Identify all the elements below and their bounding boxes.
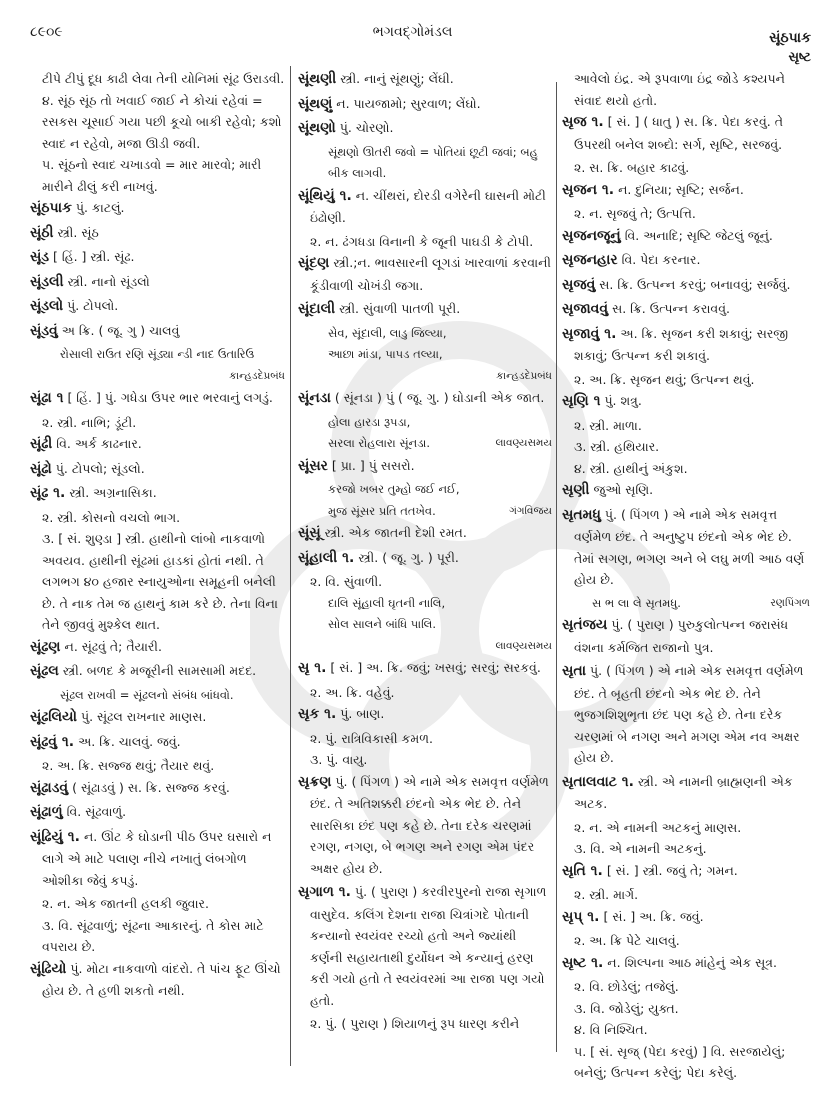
verse-text: સરલા રોહલારા સૂંનડા.: [328, 436, 431, 450]
headword: સૂંઢો: [30, 460, 52, 477]
definition: જુઓ સૃણિ.: [593, 482, 654, 497]
idiom: સૂંઢલ રાખવી = સૂંઢલનો સંબંધ બાંધવો.: [60, 687, 234, 702]
definition: વિ. અર્ક કાઢનાર.: [56, 436, 142, 451]
verse-text: સોલ સાલને બાંધિ પાલિ.: [328, 617, 437, 631]
definition: સ્ત્રી. એક જાતની દેશી રમત.: [324, 525, 467, 540]
definition: સ્ત્રી. સૂંઠ: [57, 224, 99, 240]
sub-sense: ૨. ન. એક જાતની હલકી જુવાર.: [42, 896, 209, 911]
dictionary-entry: [30, 433, 285, 456]
verse-text: કરજો ખબર તુમ્હો જઈ નઈ,: [328, 482, 460, 496]
dictionary-entry: [30, 731, 285, 754]
dictionary-entry: [30, 706, 285, 729]
definition: સ્ત્રી. અગ્રનાસિકા.: [69, 485, 157, 500]
definition: પું. ( પિંગળ ) એ નામે એક સમવૃત્ત વર્ણમેળ છંદ. તે અતિશક્કરી છંદનો એક ભેદ છે. તેને સારસિકા છંદ પણ કહે છે. તેના દરેક ચરણમાં રગણ, નગણ, બે ભગણ અને રગણ એમ પંદર અક્ષર હોય છે.: [310, 773, 549, 876]
headword: સૃતમધુ: [562, 506, 601, 523]
headword: સૂંસર: [298, 457, 328, 474]
headword: સૂંઢલિયો: [30, 709, 78, 725]
dictionary-entry: [298, 455, 552, 478]
headword: સૃષ્ટ ૧.: [562, 954, 604, 971]
sub-sense: ૨. ન. સૃજવું તે; ઉત્પત્તિ.: [574, 206, 696, 221]
sub-sense: ૩. વિ. એ નામની અટકનું.: [574, 841, 707, 856]
headword: સૂંઠી: [30, 224, 54, 241]
headword: સૂંથણું: [298, 95, 333, 112]
quotation-line: [298, 614, 552, 636]
headword: સૂંહાલી ૧.: [298, 549, 355, 566]
headword: સૃજાવવું: [562, 301, 609, 317]
headword: સૃજનહાર: [562, 252, 618, 268]
definition: પું. ટોપલો; સૂંડલો.: [55, 460, 145, 476]
dictionary-entry: [30, 777, 285, 800]
headword: સૃણી: [562, 482, 590, 498]
headword: સૂંઠપાક: [30, 200, 72, 216]
definition: [ હિં. ] પું. ગધેડા ઉપર ભાર ભરવાનું લગડું.: [67, 390, 273, 405]
definition: ન. પાયજામો; સુરવાળ; લેંઘો.: [336, 95, 481, 111]
sub-sense: ૨. સ. ક્રિ. બહાર કાઢવું.: [574, 160, 690, 175]
dictionary-entry: [562, 249, 810, 272]
definition: ન. ઊંટ કે ઘોડાની પીઠ ઉપર ઘસારો ન લાગે એ માટે પલાણ નીચે નખાતું લંબગોળ ઓશીકા જેવું કપડું.: [42, 828, 272, 888]
dictionary-entry: [298, 881, 552, 1011]
definition: પું. ચોરણો.: [339, 120, 394, 135]
headword: સૂંડ: [30, 249, 50, 265]
sub-sense: ૨. અ. ક્રિ. સજ્જ થવું; તૈયાર થવું.: [42, 758, 215, 773]
sub-sense: ૪. વિ નિશ્ચિત.: [574, 1022, 648, 1037]
headword: સૃણિ ૧: [562, 393, 601, 409]
dictionary-entry: [30, 801, 285, 824]
headword: સૂંઢાડવું: [30, 779, 69, 796]
definition: પું. મોટા નાકવાળો વાંદરો. તે પાંચ ફૂટ ઊંચો હોય છે. તે હળી શકતો નથી.: [42, 960, 281, 998]
dictionary-entry: [30, 826, 285, 892]
dictionary-entry: [298, 93, 552, 116]
sub-sense: ૨. સ્ત્રી. માર્ગ.: [574, 887, 639, 902]
headword: સૂંઢા ૧: [30, 390, 64, 406]
definition: ન. ચીંથરાં, દોરડી વગેરેની ઘાસની મોટી ઇંઢોણી.: [310, 187, 546, 225]
headword: સૃતાલવાટ ૧.: [562, 773, 634, 790]
definition: પું. કાટલું.: [75, 200, 125, 215]
dictionary-entry: [298, 252, 552, 296]
dictionary-entry: [562, 390, 810, 413]
sub-sense: ૨. સ્ત્રી. નાભિ; ડૂંટી.: [42, 414, 137, 430]
dictionary-entry: [30, 387, 285, 410]
headword: સૃજ ૧.: [562, 114, 604, 130]
headword: સૃગાળ ૧.: [298, 884, 351, 900]
definition: સ્ત્રી. સુંવાળી પાતળી પૂરી.: [339, 301, 461, 316]
definition: [ સં. ] અ. ક્રિ. જવું.: [603, 908, 704, 924]
sub-sense: ૨. સ્ત્રી. કોસનો વચલો ભાગ.: [42, 509, 181, 525]
source-citation: કાન્હડદેપ્રબંધ: [496, 369, 552, 382]
quotation-line: [298, 479, 552, 501]
definition: પું. ( પિંગળ ) એ નામે એક સમવૃત્ત વર્ણમેળ છંદ. તે બૃહતી છંદનો એક ભેદ છે. તેને ભુજગશિશુભૃતા છંદ પણ કહે છે. તેના દરેક ચરણમાં બે નગણ અને મગણ એમ નવ અક્ષર હોય છે.: [574, 663, 804, 765]
sub-sense: ૨. સ્ત્રી. માળા.: [574, 417, 642, 433]
verse-text: સ ભ લા લે સૃતમધુ.: [592, 595, 681, 610]
verse-text: સેવ, સૂંદાલી, લાડુ જિલ્યા,: [328, 325, 447, 340]
dictionary-entry: [562, 479, 810, 502]
definition: પું. સૂંઢલ રાખનાર માણસ.: [81, 709, 207, 724]
headword: સૃજવું: [562, 276, 596, 293]
column-2: [298, 68, 552, 1035]
headword: સૃજન ૧.: [562, 181, 615, 198]
sub-sense: ૩. સ્ત્રી. હથિયાર.: [574, 439, 660, 454]
quotation-line: [298, 323, 552, 345]
headword: સૃજનજૂનું: [562, 227, 621, 244]
definition: [ સં. ] ( ધાતુ ) સ. ક્રિ. પેદા કરવું. તે ઉપરથી બનેલ શબ્દો: સર્ગ, સૃષ્ટિ, સરજવું.: [574, 114, 784, 152]
definition: [ પ્રા. ] પું સસરો.: [331, 457, 415, 473]
dictionary-entry: [562, 660, 810, 769]
dictionary-entry: [298, 547, 552, 570]
dictionary-entry: [562, 504, 810, 591]
definition: પું. ( પુરાણ ) પુરુકુલોત્પન્ન જરાસંધ વંશના કર્મજિત રાજાનો પુત્ર.: [574, 617, 789, 655]
definition: સ્ત્રી. નાનું સૂંથણું; લેંઘી.: [340, 71, 454, 86]
dictionary-entry: [30, 636, 285, 659]
definition: વિ. પેદા કરનાર.: [621, 252, 701, 267]
headword: સૂંઢિયો: [30, 960, 67, 977]
dictionary-entry: [562, 614, 810, 658]
headword: સૃતા: [562, 663, 587, 679]
dictionary-entry: [562, 179, 810, 202]
definition: ન. સૂંઢવું તે; તૈયારી.: [64, 638, 162, 654]
column-divider: [290, 66, 291, 1066]
entry-continuation: ટીપે ટીપું દૂધ કાઢી લેવા તેની યોનિમાં સૂંઢ ઉરાડવી.: [42, 71, 285, 86]
quotation-line: [298, 344, 552, 366]
dictionary-entry: [562, 906, 810, 929]
column-3: [562, 68, 810, 1084]
column-1: [30, 68, 285, 1004]
definition: પું. ( પુરાણ ) કરવીરપુરનો રાજા સૃગાળ વાસુદેવ. કલિંગ દેશના રાજા ચિત્રાંગદે પોતાની કન્યાનો સ્વયંવર રચ્યો હતો અને જ્યાંથી કર્ણની સહાયતાથી દુર્યોધન એ કન્યાનું હરણ કરી ગયો હતો તે સ્વયંવરમાં આ રાજા પણ ગયો હતો.: [310, 884, 547, 1008]
headword: સૂંસૂં: [298, 525, 321, 541]
headword: સૃક ૧.: [298, 706, 337, 722]
dictionary-entry: [30, 295, 285, 318]
verse-text: આછા માંડા, પાપડ તલ્યા,: [328, 347, 443, 361]
idiom: રોસાલી રાઉત રણિ સૂંડ્યા ન્ડી નાદ ઉતારિઉ: [60, 347, 255, 361]
headword: સૂંદણ: [298, 255, 330, 271]
dictionary-entry: [298, 387, 552, 410]
sub-sense: ૪. સ્ત્રી. હાથીનું અંકુશ.: [574, 460, 688, 476]
idiom: સૂંથણો ઊતરી જવો = પોતિયાં છૂટી જવાં; બહુ બીક લાગવી.: [328, 144, 538, 180]
dictionary-entry: [30, 197, 285, 220]
definition: સ. ક્રિ. ઉત્પન્ન કરાવવું.: [612, 301, 730, 316]
sub-sense: ૨. અ. ક્રિ. વહેવું.: [310, 684, 395, 700]
dictionary-entry: [562, 771, 810, 815]
sub-sense: ૨. અ. ક્રિ પેટે ચાલવું.: [574, 933, 680, 948]
dictionary-entry: [562, 111, 810, 155]
headword: સૂંથણી: [298, 71, 337, 87]
dictionary-entry: [30, 246, 285, 269]
dictionary-entry: [298, 68, 552, 91]
sub-sense: ૨. અ. ક્રિ. સૃજન થવું; ઉત્પન્ન થવું.: [574, 371, 755, 387]
dictionary-entry: [298, 185, 552, 229]
definition: ( સૂંનડા ) પું ( જૂ. ગુ. ) ઘોડાની એક જાત.: [334, 390, 545, 405]
sub-sense: ૨. પું. ( પુરાણ ) શિયાળનું રૂપ ધારણ કરીને: [310, 1016, 520, 1031]
dictionary-entry: [562, 274, 810, 297]
dictionary-entry: [298, 657, 552, 680]
verse-text: હોલા હારડા રૂપડા,: [328, 414, 411, 429]
sub-sense: ૫. [ સં. સૃજ્ (પેદા કરવું) ] વિ. સરજાયેલું; બનેલું; ઉત્પન્ન કરેલું; પેદા કરેલું.: [574, 1043, 786, 1080]
definition: સ. ક્રિ. ઉત્પન્ન કરવું; બનાવવું; સર્જવું.: [599, 276, 791, 292]
quotation-line: [562, 593, 810, 615]
headword: સૃતિ ૧.: [562, 862, 603, 879]
dictionary-entry: [30, 271, 285, 294]
headword: સૂંઢણ: [30, 638, 61, 655]
definition: અ. ક્રિ. સૃજન કરી શકાવું; સરજી શકાવું; ઉત્પન્ન કરી શકાવું.: [574, 325, 789, 363]
headword: સૂંડવું: [30, 322, 58, 339]
sub-sense: ૨. ન. એ નામની અટકનું માણસ.: [574, 819, 742, 835]
headword: સૂંઢલ: [30, 663, 59, 679]
definition: સ્ત્રી. એ નામની બ્રાહ્મણની એક અટક.: [574, 773, 793, 811]
definition: ( સૂંઢાડવું ) સ. ક્રિ. સજ્જ કરવું.: [72, 779, 230, 795]
headword: સૂંદાલી: [298, 301, 336, 317]
sub-sense: ૩. [ સં. શુણ્ડા ] સ્ત્રી. હાથીનો લાંબો નાકવાળો અવયવ. હાથીની સૂંઢમાં હાડકાં હોતાં નથી. તે લગભગ ૪૦ હજાર સ્નાયુઓના સમૂહની બનેલી છે. તે નાક તેમ જ હાથનું કામ કરે છે. તેના વિના તેને જીવવું મુશ્કેલ થાત.: [42, 531, 278, 632]
dictionary-entry: [298, 703, 552, 726]
definition: પું. બાણ.: [340, 706, 385, 721]
headword: સૃપ્ ૧.: [562, 908, 600, 925]
dictionary-entry: [30, 958, 285, 1002]
definition: સ્ત્રી. નાનો સૂંડલો: [67, 273, 150, 289]
dictionary-entry: [30, 660, 285, 683]
dictionary-entry: [30, 482, 285, 505]
sub-sense: ૨. ન. ઢંગધડા વિનાની કે જૂની પાઘડી કે ટોપી.: [310, 233, 534, 249]
headword: સૂંથિયું ૧.: [298, 187, 352, 204]
headword: સૂંઢવું ૧.: [30, 733, 75, 750]
definition: સ્ત્રી. બળદ કે મજૂરીની સામસામી મદદ.: [62, 663, 257, 678]
definition: ન. દુનિયા; સૃષ્ટિ; સર્જન.: [618, 181, 744, 197]
verse-text: દાલિ સૂંહાલી ઘૃતની નાલિ,: [328, 595, 446, 610]
headword: સૃક્રણ: [298, 773, 332, 790]
headword: સૃ ૧.: [298, 660, 327, 676]
definition: ન. શિલ્પના આઠ માંહેનું એક સૂત્ર.: [607, 954, 777, 970]
dictionary-entry: [30, 320, 285, 343]
dictionary-entry: [298, 771, 552, 880]
sub-sense: ૩. વિ. સૂંઢવાળું; સૂંઢના આકારનું. તે કોસ માટે વપરાય છે.: [42, 917, 264, 954]
dictionary-entry: [30, 222, 285, 245]
definition: [ સં. ] અ. ક્રિ. જવું; ખસવું; સરવું; સરકવું.: [330, 660, 541, 675]
guide-word-last: સૃષ્ટ: [788, 50, 811, 65]
headword: સૂંઢિયું ૧.: [30, 828, 80, 845]
headword: સૂંનડા: [298, 390, 331, 406]
headword: સૂંઢાળું: [30, 804, 63, 820]
source-citation: ગંગવિજય: [509, 504, 552, 517]
definition: સ્ત્રી. ( જૂ. ગુ. ) પૂરી.: [358, 549, 459, 565]
sub-sense: ૩. વિ. જોડેલું; યુક્ત.: [574, 1000, 679, 1016]
dictionary-entry: [298, 298, 552, 321]
headword: સૂંઢી: [30, 436, 53, 452]
sub-sense: ૫. સૂંઠનો સ્વાદ ચખાડવો = માર મારવો; મારી મારીને ઢીલું કરી નાખવું.: [42, 157, 262, 194]
book-title: ભગવદ્ગોમંડલ: [372, 24, 453, 40]
dictionary-entry: [562, 225, 810, 248]
headword: સૂંઢ ૧.: [30, 485, 66, 501]
definition: અ. ક્રિ. ચાલવું. જવું.: [78, 733, 181, 749]
sub-sense: ૨. પું. રાત્રિવિકાસી કમળ.: [310, 730, 433, 746]
sub-sense: ૪. સૂંઠ સૂંઠ તો ખવાઈ જાઈ ને કોચાં રહેવાં = રસકસ ચૂસાઈ ગયા પછી કૂચો બાકી રહેવો; કશો સ્વાદ ન રહેવો, મજા ઊડી જવી.: [42, 92, 282, 151]
dictionary-entry: [562, 298, 810, 321]
sub-sense: ૨. વિ. છોડેલું; તજેલું.: [574, 979, 679, 994]
source-citation: કાન્હડદેપ્રબંધ: [229, 369, 285, 382]
dictionary-entry: [562, 323, 810, 367]
quotation-line: [298, 433, 552, 455]
definition: પું. શત્રુ.: [604, 393, 642, 408]
entry-continuation: આવેલો ઇંદ્ર. એ રૂપવાળા ઇંદ્ર જોડે કશ્યપને સંવાદ થયો હતો.: [574, 71, 785, 108]
source-citation: રણપિંગળ: [770, 596, 810, 609]
guide-word-first: સૂંઠપાક: [769, 30, 811, 46]
column-divider: [556, 82, 557, 1052]
headword: સૂંથણો: [298, 120, 336, 136]
dictionary-entry: [298, 117, 552, 140]
source-citation: લાવણ્યસમય: [495, 437, 552, 449]
headword: સૂંડલો: [30, 298, 64, 314]
sub-sense: ૨. વિ. સુંવાળી.: [310, 574, 383, 589]
dictionary-entry: [562, 952, 810, 975]
dictionary-entry: [30, 458, 285, 481]
headword: સૃજાવું ૧.: [562, 325, 617, 342]
definition: પું. ( પિંગળ ) એ નામે એક સમવૃત્ત વર્ણમેળ છંદ. તે અનુષ્ટુપ છંદનો એક ભેદ છે. તેમાં સગણ, ભગણ અને બે લઘુ મળી આઠ વર્ણ હોય છે.: [574, 506, 805, 587]
definition: પું. ટોપલો.: [67, 298, 119, 313]
source-citation: લાવણ્યસમય: [495, 639, 552, 652]
verse-text: મુજ સૂંસર પ્રતિ તતખેવ.: [328, 503, 436, 518]
quotation-line: [298, 593, 552, 615]
quotation-line: [298, 412, 552, 434]
headword: સૂંડલી: [30, 273, 64, 290]
definition: [ સં. ] સ્ત્રી. જવું તે; ગમન.: [606, 862, 738, 878]
definition: વિ. અનાદિ; સૃષ્ટિ જેટલું જૂનું.: [624, 227, 773, 243]
definition: [ હિં. ] સ્ત્રી. સૂંઢ.: [53, 249, 135, 264]
definition: અ ક્રિ. ( જૂ. ગુ ) ચાલવું: [61, 322, 180, 338]
definition: વિ. સૂંઢવાળું.: [66, 804, 127, 819]
headword: સૃતંજય: [562, 617, 608, 633]
definition: સ્ત્રી.;ન. ભાવસારની લૂગડાં ખારવાળાં કરવાની કૂંડીવાળી ચોખંડી જગા.: [310, 255, 551, 293]
dictionary-entry: [562, 860, 810, 883]
dictionary-entry: [298, 522, 552, 545]
quotation-line: [298, 501, 552, 523]
sub-sense: ૩. પું. વાયુ.: [310, 752, 368, 767]
page-number: ૮૯૦૯: [30, 24, 63, 40]
